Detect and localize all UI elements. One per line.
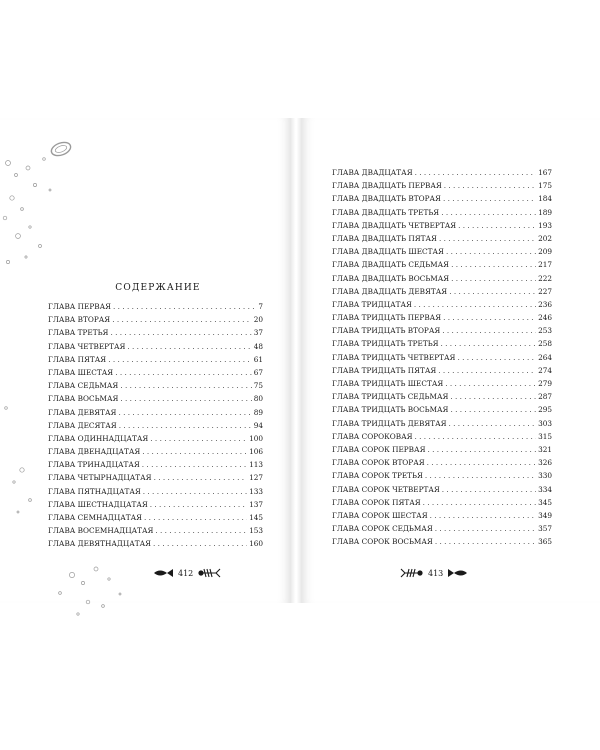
toc-page-number: 264 [538,352,552,362]
toc-entry [48,342,263,355]
toc-chapter: ГЛАВА ДВАДЦАТЬ СЕДЬМАЯ [332,260,450,270]
dot-leader [127,342,251,351]
dot-leader [115,368,252,377]
dot-leader [451,260,536,269]
toc-page-number: 113 [249,460,263,470]
toc-page-number: 349 [538,510,552,520]
toc-entry [332,326,552,339]
toc-chapter: ГЛАВА ДВАДЦАТЬ ШЕСТАЯ [332,247,444,257]
toc-page-number: 184 [538,194,552,204]
toc-chapter: ГЛАВА ШЕСТАЯ [48,367,114,377]
toc-page-number: 209 [538,247,552,257]
toc-chapter: ГЛАВА ШЕСТНАДЦАТАЯ [48,499,148,509]
toc-page-number: 127 [249,473,263,483]
toc-entry [332,353,552,366]
toc-page-number: 303 [538,418,552,428]
toc-page-number: 334 [538,484,552,494]
toc-chapter: ГЛАВА ТРИДЦАТЬ ТРЕТЬЯ [332,339,439,349]
toc-chapter: ГЛАВА ДВАДЦАТЬ ПЯТАЯ [332,233,437,243]
toc-page-number: 217 [538,260,552,270]
fish-skeleton-icon [197,567,221,579]
toc-entry [48,460,263,473]
toc-chapter: ГЛАВА ВОСЕМНАДЦАТАЯ [48,526,154,536]
toc-entry [332,405,552,418]
toc-entry [48,315,263,328]
toc-entry [48,434,263,447]
toc-page-number: 357 [538,524,552,534]
toc-entry [48,513,263,526]
toc-page-number: 202 [538,233,552,243]
fish-skeleton-icon [400,567,424,579]
toc-entry [332,392,552,405]
dot-leader [443,194,536,203]
toc-page-number: 61 [253,354,263,364]
toc-page-number: 175 [538,181,552,191]
dot-leader [143,487,247,496]
toc-chapter: ГЛАВА СОРОК ПЕРВАЯ [332,444,426,454]
toc-chapter: ГЛАВА СОРОК ШЕСТАЯ [332,510,428,520]
toc-page-number: 222 [538,273,552,283]
dot-leader [150,434,247,443]
dot-leader [154,473,247,482]
toc-entry [48,539,263,552]
toc-entry [332,524,552,537]
toc-chapter: ГЛАВА ОДИННАДЦАТАЯ [48,433,149,443]
toc-entry [332,366,552,379]
toc-chapter: ГЛАВА ТРИДЦАТЬ ШЕСТАЯ [332,379,444,388]
toc-entry [48,487,263,500]
dot-leader [443,313,536,322]
dot-leader [142,460,247,469]
toc-chapter: ГЛАВА СОРОК ВТОРАЯ [332,458,425,468]
toc-chapter: ГЛАВА СОРОК ПЯТАЯ [332,497,421,507]
toc-page-number: 80 [253,394,263,404]
toc-chapter: ГЛАВА ЧЕТЫРНАДЦАТАЯ [48,473,152,483]
dot-leader [113,302,256,311]
toc-entry [332,458,552,471]
dot-leader [442,485,536,494]
toc-page-number: 227 [538,286,552,296]
toc-chapter: ГЛАВА ДВАДЦАТЬ ВТОРАЯ [332,194,441,204]
toc-chapter: ГЛАВА ДВАДЦАТАЯ [332,168,413,177]
toc-chapter: ГЛАВА ТРИДЦАТЬ ДЕВЯТАЯ [332,418,447,428]
dot-leader [110,328,251,337]
toc-entry [332,419,552,432]
page-footer-right [400,567,469,579]
toc-chapter: ГЛАВА СЕДЬМАЯ [48,381,119,391]
page-number-right: 413 [428,568,444,578]
dot-leader [442,326,536,335]
toc-entry [48,500,263,513]
toc-chapter: ГЛАВА ДВАДЦАТЬ ЧЕТВЕРТАЯ [332,220,457,230]
page-number-left: 412 [178,568,194,578]
toc-chapter: ГЛАВА ДЕВЯТАЯ [48,407,117,417]
toc-chapter: ГЛАВА ДВАДЦАТЬ ВОСЬМАЯ [332,273,450,283]
toc-page-number: 75 [253,381,263,391]
toc-page-number: 330 [538,471,552,481]
toc-entry [48,526,263,539]
toc-page-number: 48 [253,341,263,351]
toc-entry [48,368,263,381]
toc-chapter: ГЛАВА ТРИДЦАТЬ СЕДЬМАЯ [332,392,449,402]
dot-leader [445,379,536,388]
toc-chapter: ГЛАВА ЧЕТВЕРТАЯ [48,341,126,351]
toc-page-number: 295 [538,405,552,415]
toc-entry [332,168,552,181]
toc-chapter: ГЛАВА ТРИДЦАТЬ ВТОРАЯ [332,326,441,336]
toc-entry [48,302,263,315]
toc-page-number: 94 [253,420,263,430]
toc-entry [332,221,552,234]
toc-chapter: ГЛАВА ПЯТАЯ [48,354,107,364]
dot-leader [415,432,537,441]
dot-leader [450,405,536,414]
toc-page-number: 7 [258,302,263,311]
toc-entry [48,473,263,486]
dot-leader [425,471,536,480]
toc-entry [332,511,552,524]
dot-leader [449,287,536,296]
toc-chapter: ГЛАВА ТРИНАДЦАТАЯ [48,460,140,470]
dot-leader [142,447,247,456]
dot-leader [444,181,536,190]
toc-entry [332,471,552,484]
toc-page-number: 365 [538,537,552,547]
toc-entry [48,381,263,394]
dot-leader [446,247,536,256]
dot-leader [144,513,247,522]
dot-leader [441,208,536,217]
toc-entry [332,181,552,194]
toc-chapter: ГЛАВА ДВАДЦАТЬ ДЕВЯТАЯ [332,286,448,296]
dot-leader [450,392,536,401]
toc-entry [48,408,263,421]
dot-leader [120,381,251,390]
toc-chapter: ГЛАВА ТРИДЦАТЬ ПЕРВАЯ [332,313,442,323]
toc-entry [332,274,552,287]
toc-page-number: 160 [249,539,263,549]
dot-leader [435,524,536,533]
dot-leader [435,537,536,546]
dot-leader [150,500,247,509]
dot-leader [439,234,536,243]
toc-page-number: 100 [249,433,263,443]
toc-chapter: ГЛАВА ДЕВЯТНАДЦАТАЯ [48,539,152,549]
toc-chapter: ГЛАВА СОРОКОВАЯ [332,431,413,441]
toc-entry [332,537,552,550]
dot-leader [118,408,251,417]
dot-leader [415,168,536,177]
toc-chapter: ГЛАВА СОРОК ЧЕТВЕРТАЯ [332,484,440,494]
toc-page-number: 326 [538,458,552,468]
dot-leader [451,274,536,283]
page-footer-left [152,567,221,579]
book-gutter [290,118,302,603]
toc-chapter: ГЛАВА ТРИДЦАТЬ ПЯТАЯ [332,365,437,375]
dot-leader [414,300,536,309]
toc-page-number: 137 [249,499,263,509]
toc-chapter: ГЛАВА СЕМНАДЦАТАЯ [48,513,143,522]
toc-page-number: 106 [249,447,263,457]
toc-chapter: ГЛАВА ВОСЬМАЯ [48,394,119,404]
toc-heading: СОДЕРЖАНИЕ [115,283,201,293]
toc-entry [332,300,552,313]
toc-entry [332,234,552,247]
toc-chapter: ГЛАВА ПЕРВАЯ [48,302,112,311]
toc-chapter: ГЛАВА ПЯТНАДЦАТАЯ [48,486,141,496]
toc-entry [332,432,552,445]
dot-leader [441,339,537,348]
toc-page-number: 258 [538,339,552,349]
toc-page-number: 315 [538,431,552,441]
toc-page-number: 274 [538,365,552,375]
toc-entry [48,447,263,460]
toc-page-number: 246 [538,313,552,323]
toc-entry [332,445,552,458]
toc-entry [332,485,552,498]
toc-page-number: 145 [249,513,263,522]
toc-chapter: ГЛАВА ДВАДЦАТЬ ТРЕТЬЯ [332,207,440,217]
toc-page-number: 279 [538,379,552,388]
toc-chapter: ГЛАВА СОРОК ВОСЬМАЯ [332,537,433,547]
toc-entry [48,394,263,407]
toc-page-number: 67 [253,367,263,377]
toc-chapter: ГЛАВА ТРИДЦАТЬ ЧЕТВЕРТАЯ [332,352,456,362]
toc-chapter: ГЛАВА ТРИДЦАТЬ ВОСЬМАЯ [332,405,449,415]
toc-chapter: ГЛАВА ДВАДЦАТЬ ПЕРВАЯ [332,181,442,191]
dot-leader [112,315,252,324]
dot-leader [449,419,537,428]
toc-page-number: 287 [538,392,552,402]
toc-entry [332,379,552,392]
dot-leader [423,498,536,507]
dot-leader [119,421,252,430]
toc-chapter: ГЛАВА ВТОРАЯ [48,315,111,325]
toc-entry [48,421,263,434]
fish-icon [152,568,174,578]
toc-page-number: 89 [253,407,263,417]
toc-page-number: 37 [253,328,263,338]
toc-chapter: ГЛАВА ДВЕНАДЦАТАЯ [48,447,141,457]
dot-leader [108,355,252,364]
dot-leader [427,445,536,454]
toc-entry [332,247,552,260]
toc-page-number: 236 [538,299,552,309]
dot-leader [120,394,251,403]
dot-leader [457,353,536,362]
toc-chapter: ГЛАВА СОРОК ТРЕТЬЯ [332,471,423,481]
dot-leader [427,458,536,467]
dot-leader [430,511,536,520]
toc-entry [48,328,263,341]
toc-entry [48,355,263,368]
toc-chapter: ГЛАВА ТРЕТЬЯ [48,328,109,338]
toc-entry [332,260,552,273]
toc-chapter: ГЛАВА ТРИДЦАТАЯ [332,299,412,309]
toc-entry [332,339,552,352]
toc-page-number: 193 [538,220,552,230]
toc-page-number: 345 [538,497,552,507]
dot-leader [155,526,247,535]
toc-entry [332,194,552,207]
toc-entry [332,287,552,300]
dot-leader [153,539,247,548]
toc-page-number: 189 [538,207,552,217]
toc-entry [332,498,552,511]
toc-page-number: 153 [249,526,263,536]
toc-chapter: ГЛАВА СОРОК СЕДЬМАЯ [332,524,433,534]
toc-page-number: 253 [538,326,552,336]
toc-entry [332,313,552,326]
toc-entry [332,208,552,221]
toc-page-number: 321 [538,444,552,454]
dot-leader [458,221,536,230]
toc-page-number: 20 [253,315,263,325]
toc-chapter: ГЛАВА ДЕСЯТАЯ [48,420,117,430]
toc-list-right [332,168,552,550]
dot-leader [438,366,536,375]
toc-list-left [48,302,263,553]
toc-page-number: 133 [249,486,263,496]
fish-icon [447,568,469,578]
toc-page-number: 167 [538,168,552,177]
